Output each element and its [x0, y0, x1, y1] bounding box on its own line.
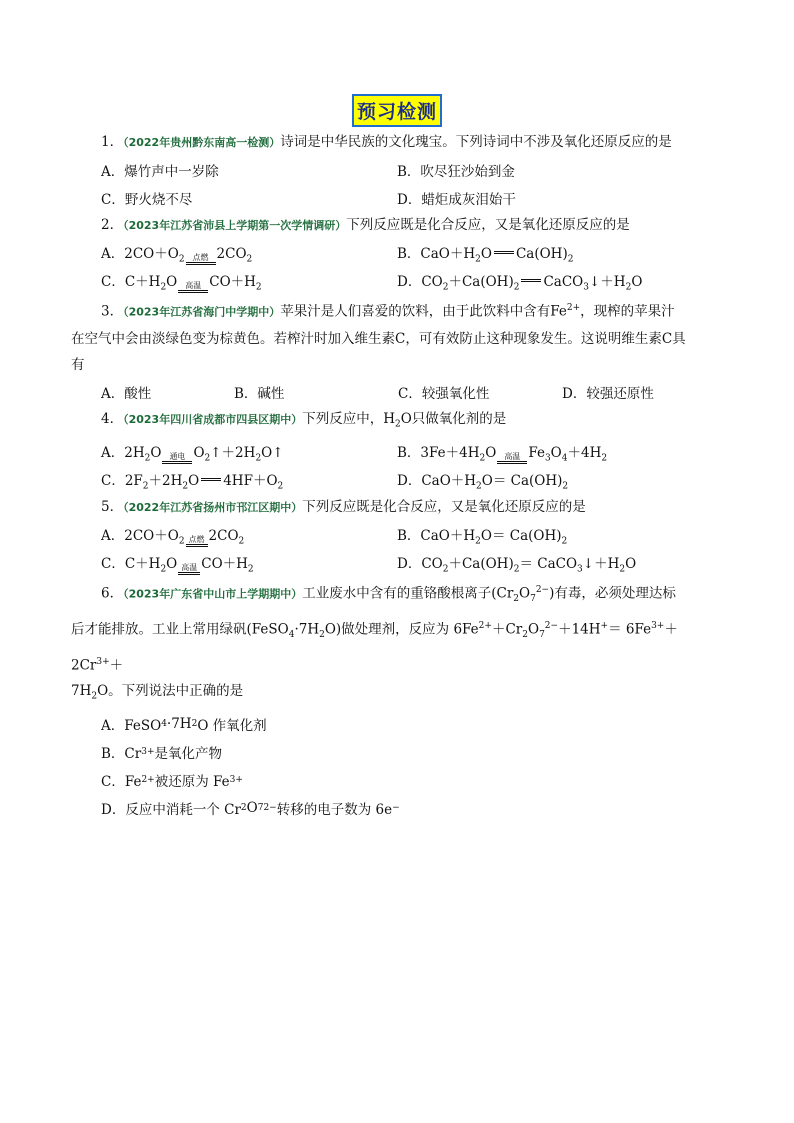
question-stem: 下列反应既是化合反应，又是氧化还原反应的是 [302, 499, 586, 516]
question-number: 3． [101, 303, 124, 320]
option-b: B．$3Fe+4H_2O$ 高温 $Fe_3O_4+4H_2$ [397, 444, 608, 464]
reaction-arrow: 高温 [497, 453, 527, 464]
option-d: D．$CaO+H_2O= Ca(OH)_2$ [397, 472, 569, 492]
option-d: D．反应中消耗一个 Cr 2 O 7 2− 转移的电子数为 6e − [101, 799, 400, 818]
options-row [101, 438, 721, 466]
option-d: D．$CO_2+Ca(OH)_2=$ $CaCO_3↓+H_2O$ [397, 555, 637, 575]
option-a: A．FeSO 4 ·7H 2 O 作氧化剂 [101, 715, 267, 734]
title-block [0, 94, 794, 127]
reaction-arrow: 通电 [162, 453, 192, 464]
question-stem-end: 有 [71, 356, 85, 373]
option-c: C．Fe 2+ 被还原为 Fe 3+ [101, 773, 243, 790]
options-row [101, 267, 721, 295]
option-b: B．$CaO+H_2O= Ca(OH)_2$ [397, 527, 568, 547]
question-source: （2022年江苏省扬州市邗江区期中） [123, 501, 303, 515]
reaction-arrow: 高温 [178, 564, 200, 575]
question-stem-continued: 后才能排放。工业上常用绿矾$(FeSO_4\cdot 7H_2O)$做处理剂，反应为 $6Fe^{2+}+Cr_2O_7^{2-}+14H^+= 6Fe^{3+}+2Cr^{3+}+$ [71, 621, 678, 674]
question-list [71, 129, 721, 822]
reaction-arrow: 高温 [178, 282, 208, 293]
options-row [101, 521, 721, 549]
equals-sign [521, 279, 541, 282]
question-number: 4． [101, 410, 124, 427]
equals-sign [201, 478, 221, 481]
question-4: 4．（2023年四川省成都市四县区期中）下列反应中，$H_2O$只做氧化剂的是 [101, 410, 507, 430]
page-title: 预习检测 [352, 94, 442, 127]
question-number: 6． [101, 585, 124, 602]
option-c: C．$C+H_2O$ 高温 $CO+H_2$ [101, 273, 262, 293]
options-row [101, 239, 721, 267]
question-stem-continued: 在空气中会由淡绿色变为棕黄色。若榨汁时加入维生素C，可有效防止这种现象发生。这说明维生素C具 [71, 330, 686, 347]
reaction-arrow: 点燃 [186, 536, 208, 547]
reaction-arrow: 点燃 [186, 254, 216, 265]
option-b: B．碱性 [234, 385, 285, 402]
question-6: 6．（2023年广东省中山市上学期期中）工业废水中含有的重铬酸根离子$(Cr_2O_7^{2-})$有毒，必须处理达标 [101, 585, 676, 605]
options-row [101, 549, 721, 577]
options-row [101, 378, 721, 406]
question-stem: 诗词是中华民族的文化瑰宝。下列诗词中不涉及氧化还原反应的是 [280, 134, 672, 150]
option-d: D．较强还原性 [562, 385, 654, 402]
options-row [101, 466, 721, 494]
option-c: C．$2F_2+2H_2O$ $4HF+O_2$ [101, 472, 284, 492]
options-row [101, 184, 721, 212]
equals-sign [494, 251, 514, 254]
question-3: 3．（2023年江苏省海门中学期中）苹果汁是人们喜爱的饮料，由于此饮料中含有$Fe^{2+}$，现榨的苹果汁 [101, 303, 675, 320]
question-source: （2023年四川省成都市四县区期中） [123, 412, 303, 426]
question-source: （2023年江苏省沛县上学期第一次学情调研） [123, 219, 347, 232]
option-b: B．Cr 3+ 是氧化产物 [101, 745, 222, 762]
option-a: A．爆竹声中一岁除 [101, 164, 219, 180]
option-d: D．$CO_2+Ca(OH)_2$ $CaCO_3↓+H_2O$ [397, 273, 643, 293]
option-c: C．$C+H_2O$ 高温 $CO+H_2$ [101, 555, 254, 575]
question-source: （2023年广东省中山市上学期期中） [123, 587, 303, 601]
options-row [101, 156, 721, 184]
option-d: D．蜡炬成灰泪始干 [397, 192, 516, 208]
option-a: A．$2H_2O$ 通电 $O_2↑+2H_2O↑$ [101, 444, 284, 464]
question-number: 5． [101, 499, 124, 516]
question-number: 2． [101, 217, 124, 233]
option-a: A．$2CO+O_2$ 点燃 $2CO_2$ [101, 527, 245, 547]
question-source: （2023年江苏省海门中学期中） [123, 305, 281, 319]
option-c: C．较强氧化性 [398, 385, 490, 402]
option-a: A．$2CO+O_2$ 点燃 $2CO_2$ [101, 245, 253, 265]
question-stem-end: $7H_2O$。下列说法中正确的是 [71, 683, 244, 702]
question-number: 1． [101, 134, 124, 150]
question-stem: 下列反应既是化合反应，又是氧化还原反应的是 [346, 217, 630, 233]
option-b: B．$CaO+H_2O$ $Ca(OH)_2$ [397, 245, 574, 265]
option-c: C．野火烧不尽 [101, 192, 193, 208]
option-b: B．吹尽狂沙始到金 [397, 164, 515, 180]
question-source: （2022年贵州黔东南高一检测） [123, 136, 281, 149]
question-5 [101, 494, 721, 521]
question-2 [101, 212, 721, 239]
option-a: A．酸性 [101, 385, 152, 402]
question-1 [101, 129, 721, 156]
